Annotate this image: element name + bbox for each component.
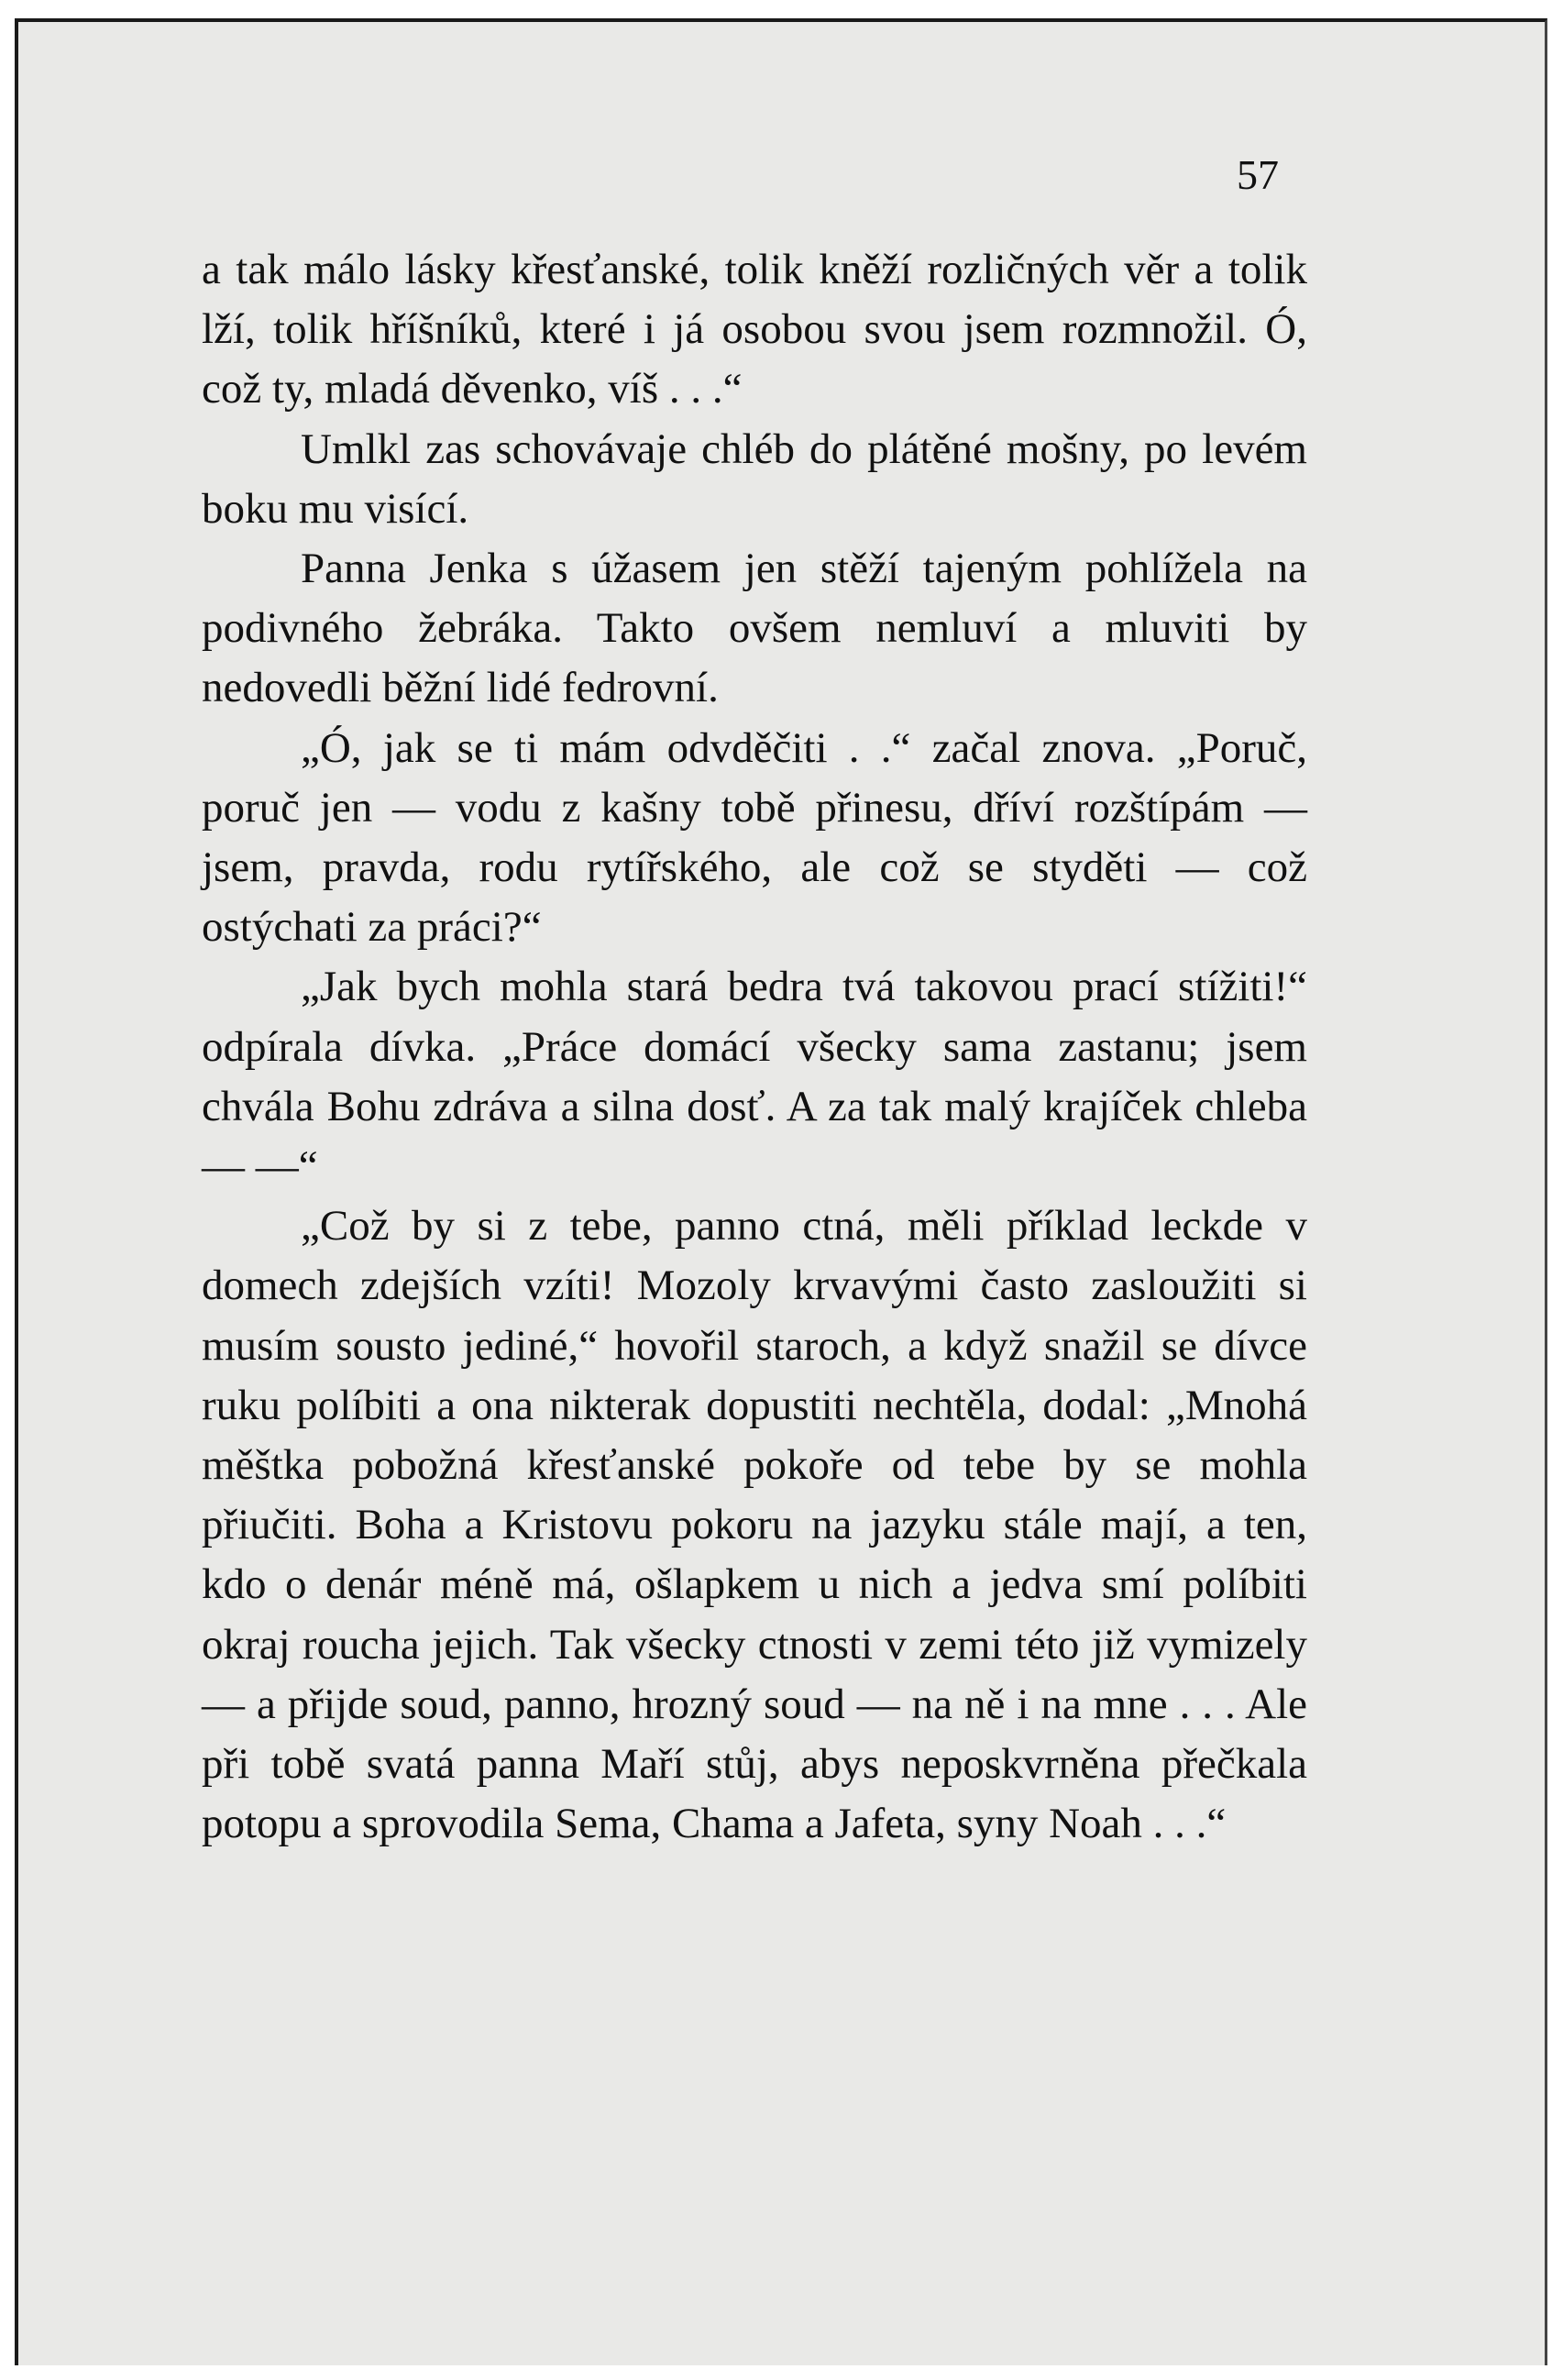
paragraph: „Ó, jak se ti mám odvděčiti . .“ začal znova. „Poruč, poruč jen — vodu z kašny tobě přinesu, dříví rozštípám — jsem, pravda, rodu rytířského, ale což se styděti — což ostýchati za práci?“: [202, 723, 1307, 952]
paragraph: Umlkl zas schovávaje chléb do plátěné mošny, po levém boku mu visící.: [202, 424, 1307, 533]
paragraph: „Jak bych mohla stará bedra tvá takovou prací stížiti!“ odpírala dívka. „Práce domácí všecky sama zastanu; jsem chvála Bohu zdráva a silna dosť. A za tak malý krajíček chleba — —“: [202, 963, 1307, 1191]
paragraph: a tak málo lásky křesťanské, tolik kněží rozličných věr a tolik lží, tolik hříšníků, které i já osobou svou jsem rozmnožil. Ó, což ty, mladá děvenko, víš . . .“: [202, 246, 1307, 413]
paragraph: Panna Jenka s úžasem jen stěží tajeným pohlížela na podivného žebráka. Takto ovšem nemluví a mluviti by nedovedli běžní lidé fedrovní.: [202, 545, 1307, 712]
paragraph: „Což by si z tebe, panno ctná, měli příklad leckde v domech zdejších vzíti! Mozoly krvavými často zasloužiti si musím sousto jediné,“ hovořil staroch, a když snažil se dívce ruku políbiti a ona nikterak dopustiti nechtěla, dodal: „Mnohá měštka pobožná křesťanské pokoře od tebe by se mohla přiučiti. Boha a Kristovu pokoru na jazyku stále mají, a ten, kdo o denár méně má, ošlapkem u nich a jedva smí políbiti okraj roucha jejich. Tak všecky ctnosti v zemi této již vymizely — a přijde soud, panno, hrozný soud — na ně i na mne . . . Ale při tobě svatá panna Maří stůj, abys neposkvrněna přečkala potopu a sprovodila Sema, Chama a Jafeta, syny Noah . . .“: [202, 1202, 1307, 1848]
body-text: [202, 240, 1307, 1854]
scanned-book-page: [15, 18, 1547, 2365]
page-number: 57: [1237, 151, 1279, 198]
